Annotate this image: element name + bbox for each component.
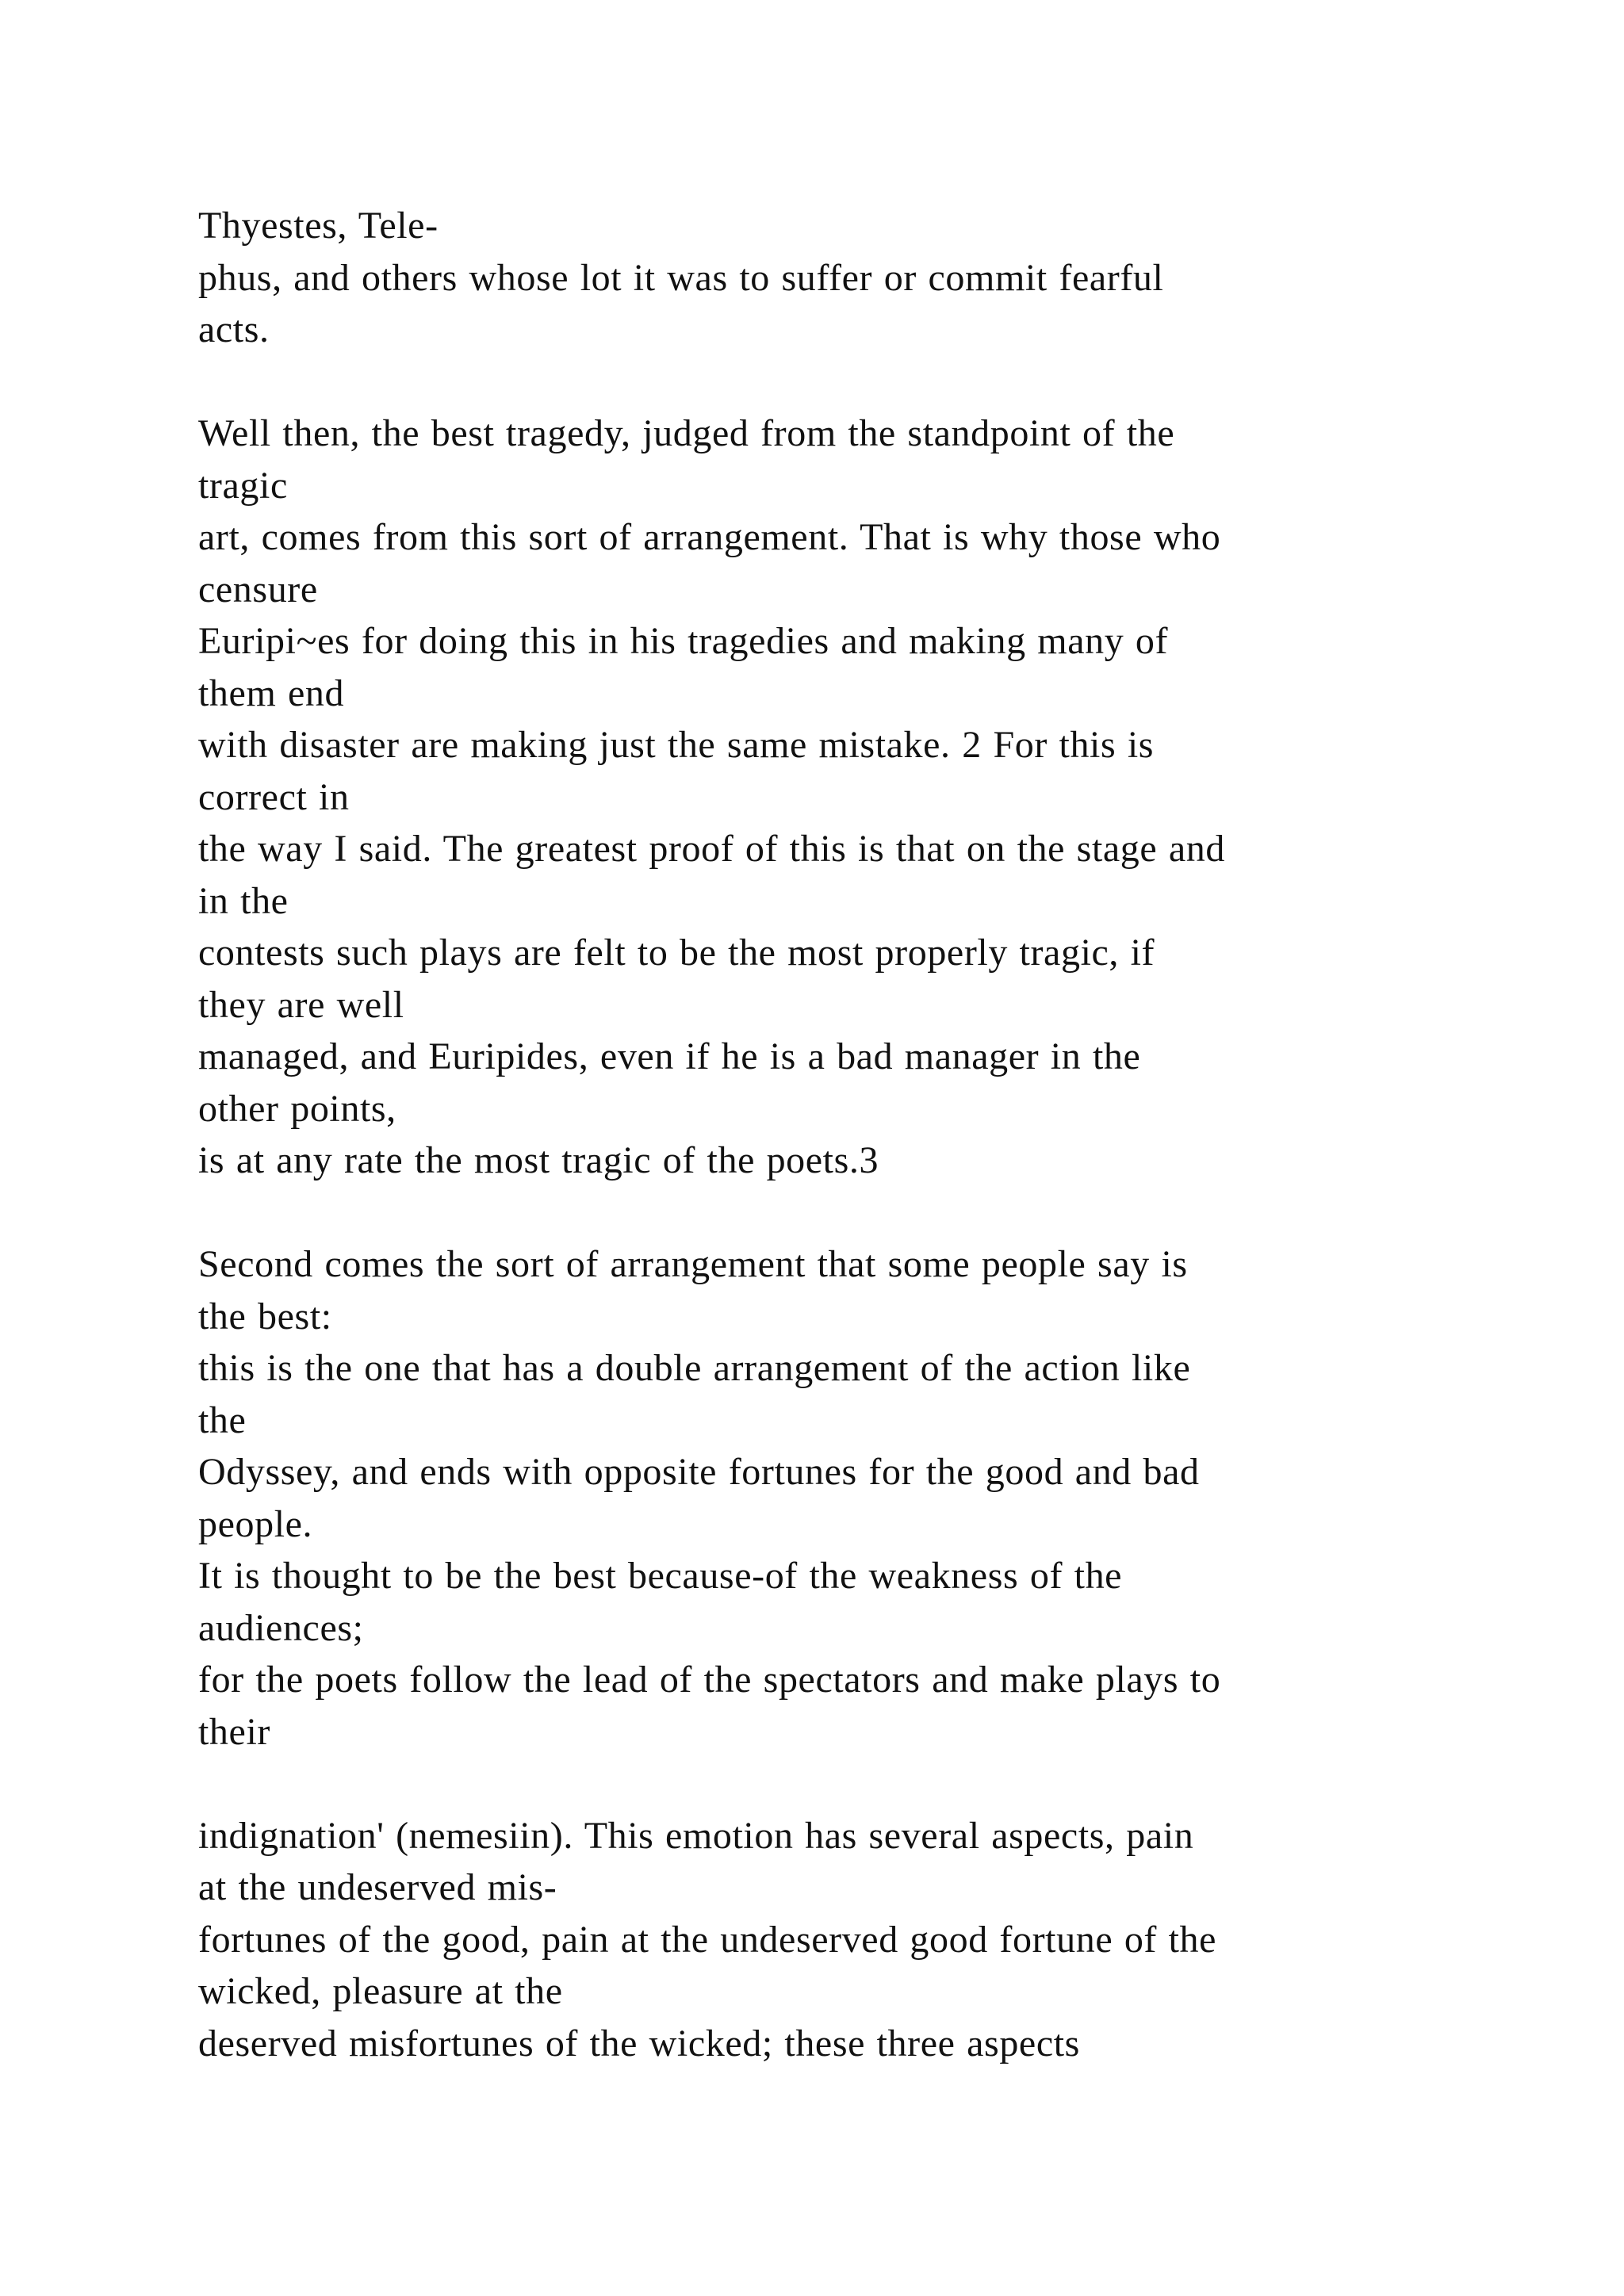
text-line: deserved misfortunes of the wicked; these three aspects <box>198 2022 1080 2064</box>
text-line: tragic <box>198 464 288 507</box>
paragraph-gap <box>198 356 1546 408</box>
paragraph <box>198 1238 1546 1758</box>
text-line: this is the one that has a double arrangement of the action like <box>198 1347 1191 1389</box>
text-line: managed, and Euripides, even if he is a bad manager in the <box>198 1035 1141 1077</box>
text-line: Thyestes, Tele- <box>198 205 439 247</box>
text-line: for the poets follow the lead of the spectators and make plays to <box>198 1659 1221 1701</box>
text-line: contests such plays are felt to be the most properly tragic, if <box>198 932 1155 974</box>
text-line: It is thought to be the best because-of the weakness of the <box>198 1555 1123 1597</box>
text-line: phus, and others whose lot it was to suffer or commit fearful <box>198 256 1164 299</box>
paragraph <box>198 1810 1546 2070</box>
text-line: Well then, the best tragedy, judged from the standpoint of the <box>198 412 1175 454</box>
text-line: correct in <box>198 775 350 818</box>
text-line: in the <box>198 879 289 922</box>
document-body <box>198 200 1546 2069</box>
paragraph-gap <box>198 1758 1546 1810</box>
text-line: Euripi~es for doing this in his tragedies and making many of <box>198 620 1169 662</box>
paragraph <box>198 408 1546 1187</box>
text-line: their <box>198 1710 270 1753</box>
text-line: acts. <box>198 308 270 350</box>
text-line: with disaster are making just the same mistake. 2 For this is <box>198 724 1155 766</box>
text-line: audiences; <box>198 1606 364 1649</box>
text-line: Second comes the sort of arrangement that some people say is <box>198 1243 1188 1285</box>
text-line: they are well <box>198 983 404 1026</box>
text-line: at the undeserved mis- <box>198 1866 557 1908</box>
paragraph-gap <box>198 1187 1546 1239</box>
text-line: people. <box>198 1502 313 1545</box>
text-line: the best: <box>198 1295 332 1337</box>
text-line: the <box>198 1399 247 1441</box>
text-line: censure <box>198 568 318 610</box>
text-line: art, comes from this sort of arrangement. That is why those who <box>198 516 1221 558</box>
text-line: them end <box>198 672 345 714</box>
paragraph <box>198 200 1546 356</box>
text-line: the way I said. The greatest proof of this is that on the stage and <box>198 828 1225 870</box>
text-line: other points, <box>198 1087 396 1130</box>
text-line: wicked, pleasure at the <box>198 1970 563 2012</box>
text-line: fortunes of the good, pain at the undeserved good fortune of the <box>198 1918 1217 1961</box>
text-line: indignation' (nemesiin). This emotion has several aspects, pain <box>198 1814 1194 1857</box>
text-line: Odyssey, and ends with opposite fortunes for the good and bad <box>198 1451 1200 1493</box>
text-line: is at any rate the most tragic of the poets.3 <box>198 1139 879 1181</box>
